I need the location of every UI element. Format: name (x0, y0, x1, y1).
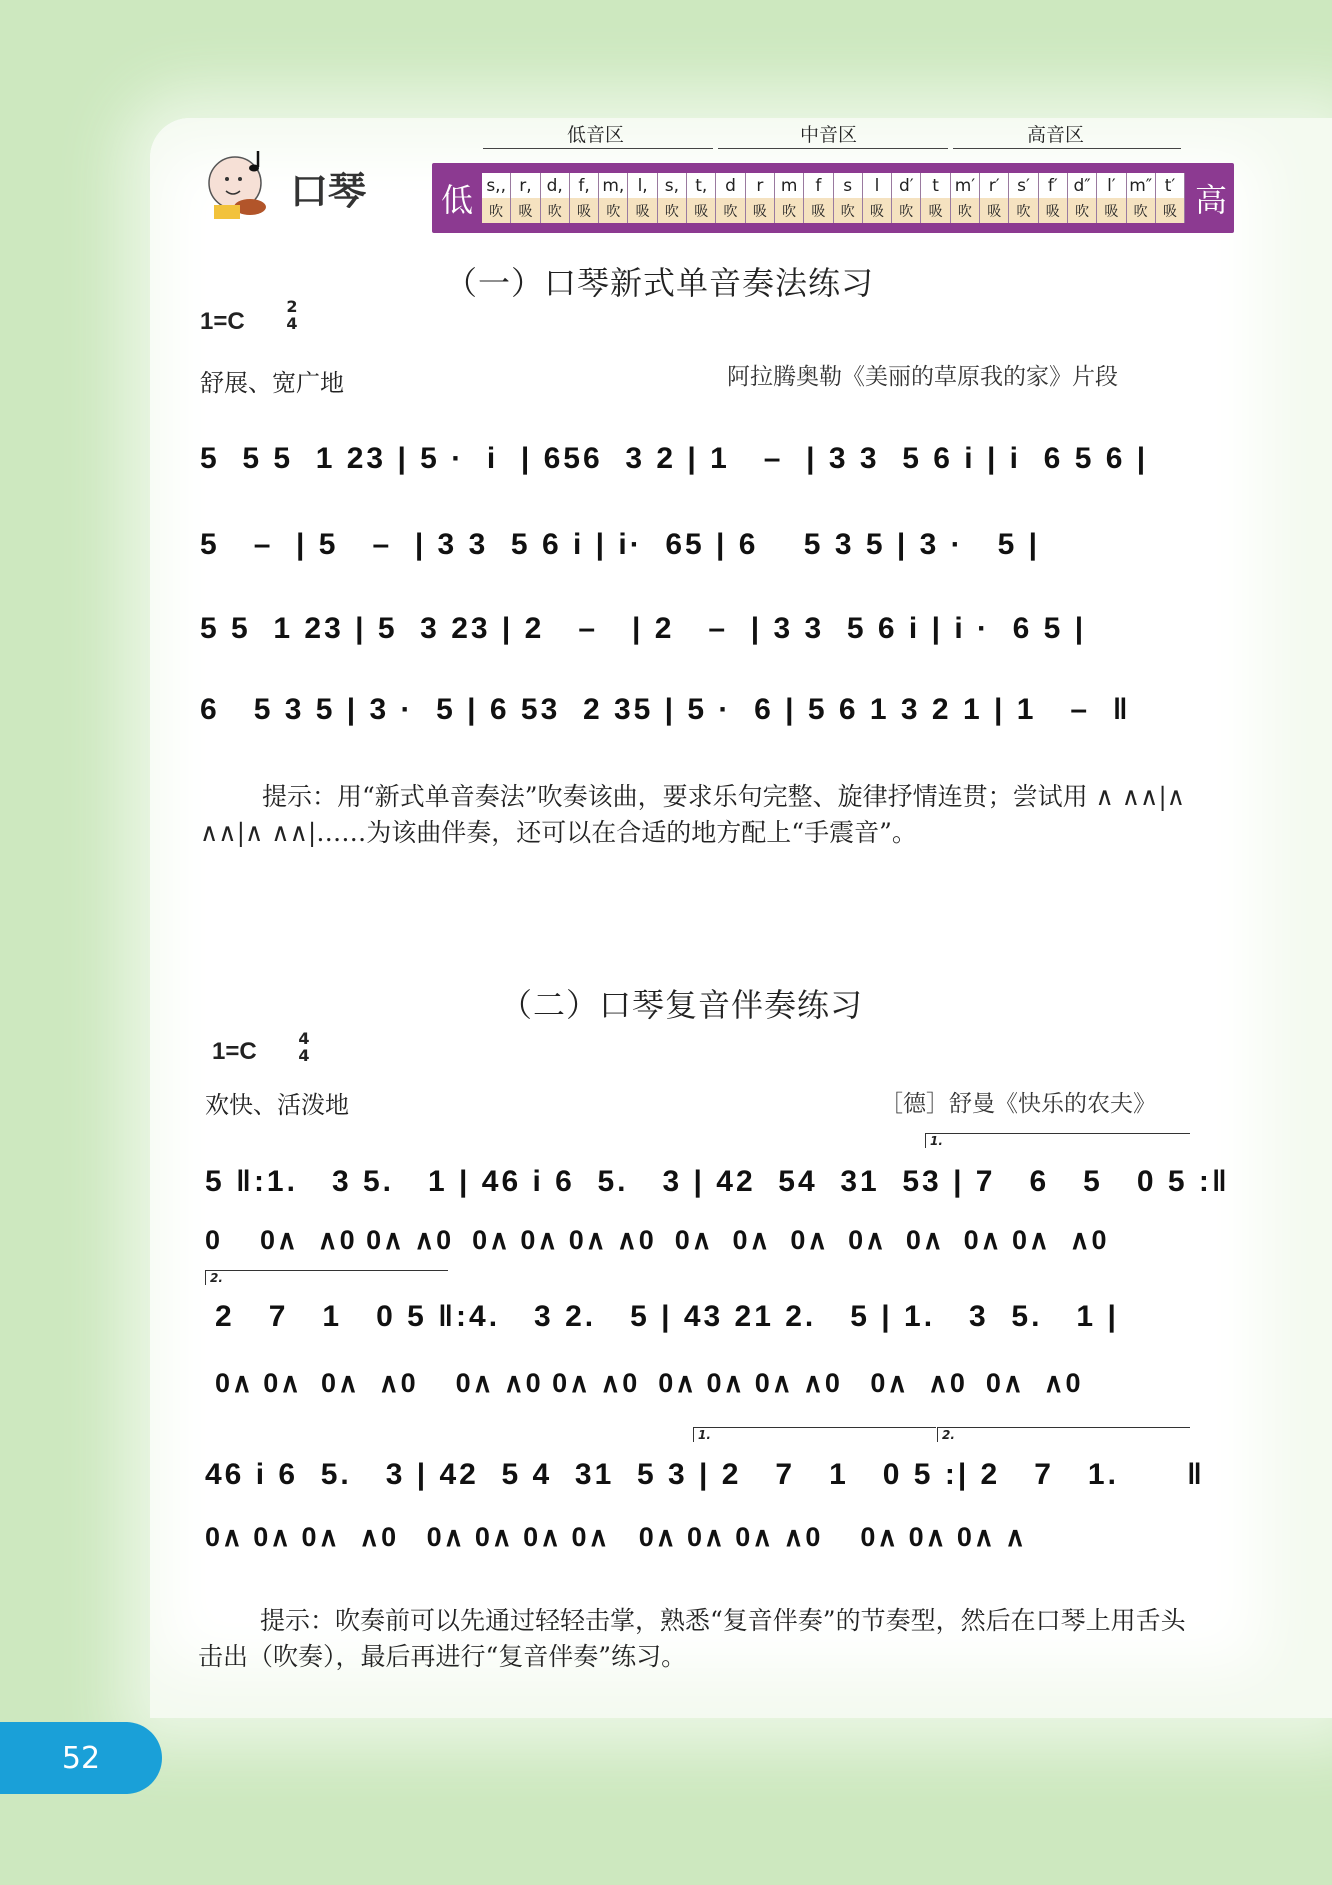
section2-time-signature: 4 4 (298, 1029, 310, 1065)
brace-high (953, 148, 1181, 163)
section2-tip: 提示：吹奏前可以先通过轻轻击掌，熟悉“复音伴奏”的节奏型，然后在口琴上用舌头击出（吹奏），最后再进行“复音伴奏”练习。 (198, 1606, 1186, 1671)
note-name: l′ (1097, 173, 1125, 198)
note-name: m (775, 173, 803, 198)
note-name: d, (541, 173, 569, 198)
note-name: r, (511, 173, 539, 198)
note-cell (599, 173, 628, 223)
note-action: 吹 (716, 198, 744, 223)
score-line-2: 5 – | 5 – | 3 3 5 6 i | i· 65 | 6 5 3 5 | 3 · 5 | (200, 528, 1041, 561)
note-cell (1009, 173, 1038, 223)
region-mid: 中音区 (800, 124, 858, 146)
note-cell (511, 173, 540, 223)
chart-high-label: 高 (1194, 181, 1227, 219)
note-action: 吸 (921, 198, 949, 223)
section1-tip: 提示：用“新式单音奏法”吹奏该曲，要求乐句完整、旋律抒情连贯；尝试用 ∧ ∧∧|∧ ∧∧|∧ ∧∧|……为该曲伴奏，还可以在合适的地方配上“手震音”。 (200, 782, 1186, 847)
note-name: m″ (1127, 173, 1155, 198)
note-action: 吹 (1127, 198, 1155, 223)
note-name: d′ (892, 173, 920, 198)
note-name: r′ (980, 173, 1008, 198)
note-action: 吸 (570, 198, 598, 223)
region-low: 低音区 (567, 124, 625, 146)
note-cell (541, 173, 570, 223)
note-name: s (834, 173, 862, 198)
mascot-violin-icon (200, 145, 280, 225)
note-action: 吹 (775, 198, 803, 223)
note-action: 吸 (1156, 198, 1184, 223)
note-cell (951, 173, 980, 223)
note-action: 吸 (746, 198, 774, 223)
section2-title: （二）口琴复音伴奏练习 (500, 986, 864, 1024)
volta-1-line1: 1. (925, 1133, 1190, 1148)
note-cell (1039, 173, 1068, 223)
section2-source: ［德］舒曼《快乐的农夫》 (880, 1091, 1156, 1117)
note-action: 吸 (1097, 198, 1125, 223)
note-name: t (921, 173, 949, 198)
note-action: 吹 (951, 198, 979, 223)
note-cell (1097, 173, 1126, 223)
note-action: 吸 (628, 198, 656, 223)
note-name: l (863, 173, 891, 198)
note-cell (804, 173, 833, 223)
note-action: 吸 (980, 198, 1008, 223)
note-action: 吸 (1039, 198, 1067, 223)
chart-low-label: 低 (440, 181, 473, 219)
page-heading: 口琴 (290, 168, 367, 213)
note-action: 吹 (1068, 198, 1096, 223)
note-name: s′ (1009, 173, 1037, 198)
note-name: m, (599, 173, 627, 198)
note-name: f, (570, 173, 598, 198)
volta-1-line3: 1. (693, 1427, 936, 1442)
section1-tempo: 舒展、宽广地 (200, 369, 344, 397)
accomp-line-2: 0∧ 0∧ 0∧ ∧0 0∧ ∧0 0∧ ∧0 0∧ 0∧ 0∧ ∧0 0∧ ∧0 0∧ ∧0 (215, 1368, 1083, 1398)
section2-tempo: 欢快、活泼地 (205, 1091, 349, 1119)
note-name: d (716, 173, 744, 198)
note-cell (628, 173, 657, 223)
note-action: 吹 (482, 198, 510, 223)
volta-2-line2: 2. (205, 1270, 448, 1285)
note-action: 吹 (658, 198, 686, 223)
note-action: 吹 (892, 198, 920, 223)
section1-time-signature: 2 4 (286, 297, 298, 333)
accomp-line-3: 0∧ 0∧ 0∧ ∧0 0∧ 0∧ 0∧ 0∧ 0∧ 0∧ 0∧ ∧0 0∧ 0∧ 0∧ ∧ (205, 1522, 1027, 1552)
score-line-1: 5 5 5 1 23 | 5 · i | 656 3 2 | 1 – | 3 3 5 6 i | i 6 5 6 | (200, 442, 1149, 475)
note-cell (482, 173, 511, 223)
score-line-3: 5 5 1 23 | 5 3 23 | 2 – | 2 – | 3 3 5 6 i | i · 6 5 | (200, 612, 1087, 645)
section2-key: 1=C (212, 1038, 257, 1065)
section1-source: 阿拉腾奥勒《美丽的草原我的家》片段 (727, 364, 1118, 390)
note-cell (1156, 173, 1185, 223)
note-cell (687, 173, 716, 223)
accomp-line-1: 0 0∧ ∧0 0∧ ∧0 0∧ 0∧ 0∧ ∧0 0∧ 0∧ 0∧ 0∧ 0∧ 0∧ 0∧ ∧0 (205, 1225, 1109, 1255)
harmonica-note-chart (432, 163, 1234, 233)
note-cell (775, 173, 804, 223)
note-name: d″ (1068, 173, 1096, 198)
note-cell (1127, 173, 1156, 223)
note-cell (658, 173, 687, 223)
note-name: f (804, 173, 832, 198)
note-name: s, (658, 173, 686, 198)
score-line-4: 6 5 3 5 | 3 · 5 | 6 53 2 35 | 5 · 6 | 5 6 1 3 2 1 | 1 – ‖ (200, 693, 1131, 726)
note-cell (746, 173, 775, 223)
note-cell (570, 173, 599, 223)
note-name: r (746, 173, 774, 198)
melody-line-2: 2 7 1 0 5 ‖:4. 3 2. 5 | 43 21 2. 5 | 1. 3 5. 1 | (215, 1300, 1119, 1333)
note-action: 吸 (863, 198, 891, 223)
note-cell (834, 173, 863, 223)
brace-mid (718, 148, 948, 163)
note-action: 吹 (599, 198, 627, 223)
volta-2-line3: 2. (937, 1427, 1190, 1442)
brace-low (483, 148, 713, 163)
note-action: 吹 (1009, 198, 1037, 223)
note-cell (1068, 173, 1097, 223)
note-name: f′ (1039, 173, 1067, 198)
note-grid (482, 173, 1185, 223)
note-action: 吹 (541, 198, 569, 223)
note-name: m′ (951, 173, 979, 198)
note-cell (863, 173, 892, 223)
note-name: l, (628, 173, 656, 198)
melody-line-3: 46 i 6 5. 3 | 42 5 4 31 5 3 | 2 7 1 0 5 :| 2 7 1. ‖ (205, 1458, 1205, 1491)
note-cell (921, 173, 950, 223)
note-cell (980, 173, 1009, 223)
section1-title: （一）口琴新式单音奏法练习 (445, 264, 875, 302)
note-cell (892, 173, 921, 223)
note-cell (716, 173, 745, 223)
note-name: s,, (482, 173, 510, 198)
page-number: 52 (0, 1722, 162, 1794)
note-name: t′ (1156, 173, 1184, 198)
note-action: 吸 (804, 198, 832, 223)
region-high: 高音区 (1027, 124, 1085, 146)
note-name: t, (687, 173, 715, 198)
note-action: 吸 (687, 198, 715, 223)
note-action: 吸 (511, 198, 539, 223)
section1-key: 1=C (200, 308, 245, 335)
melody-line-1: 5 ‖:1. 3 5. 1 | 46 i 6 5. 3 | 42 54 31 53 | 7 6 5 0 5 :‖ (205, 1165, 1230, 1198)
note-action: 吹 (834, 198, 862, 223)
